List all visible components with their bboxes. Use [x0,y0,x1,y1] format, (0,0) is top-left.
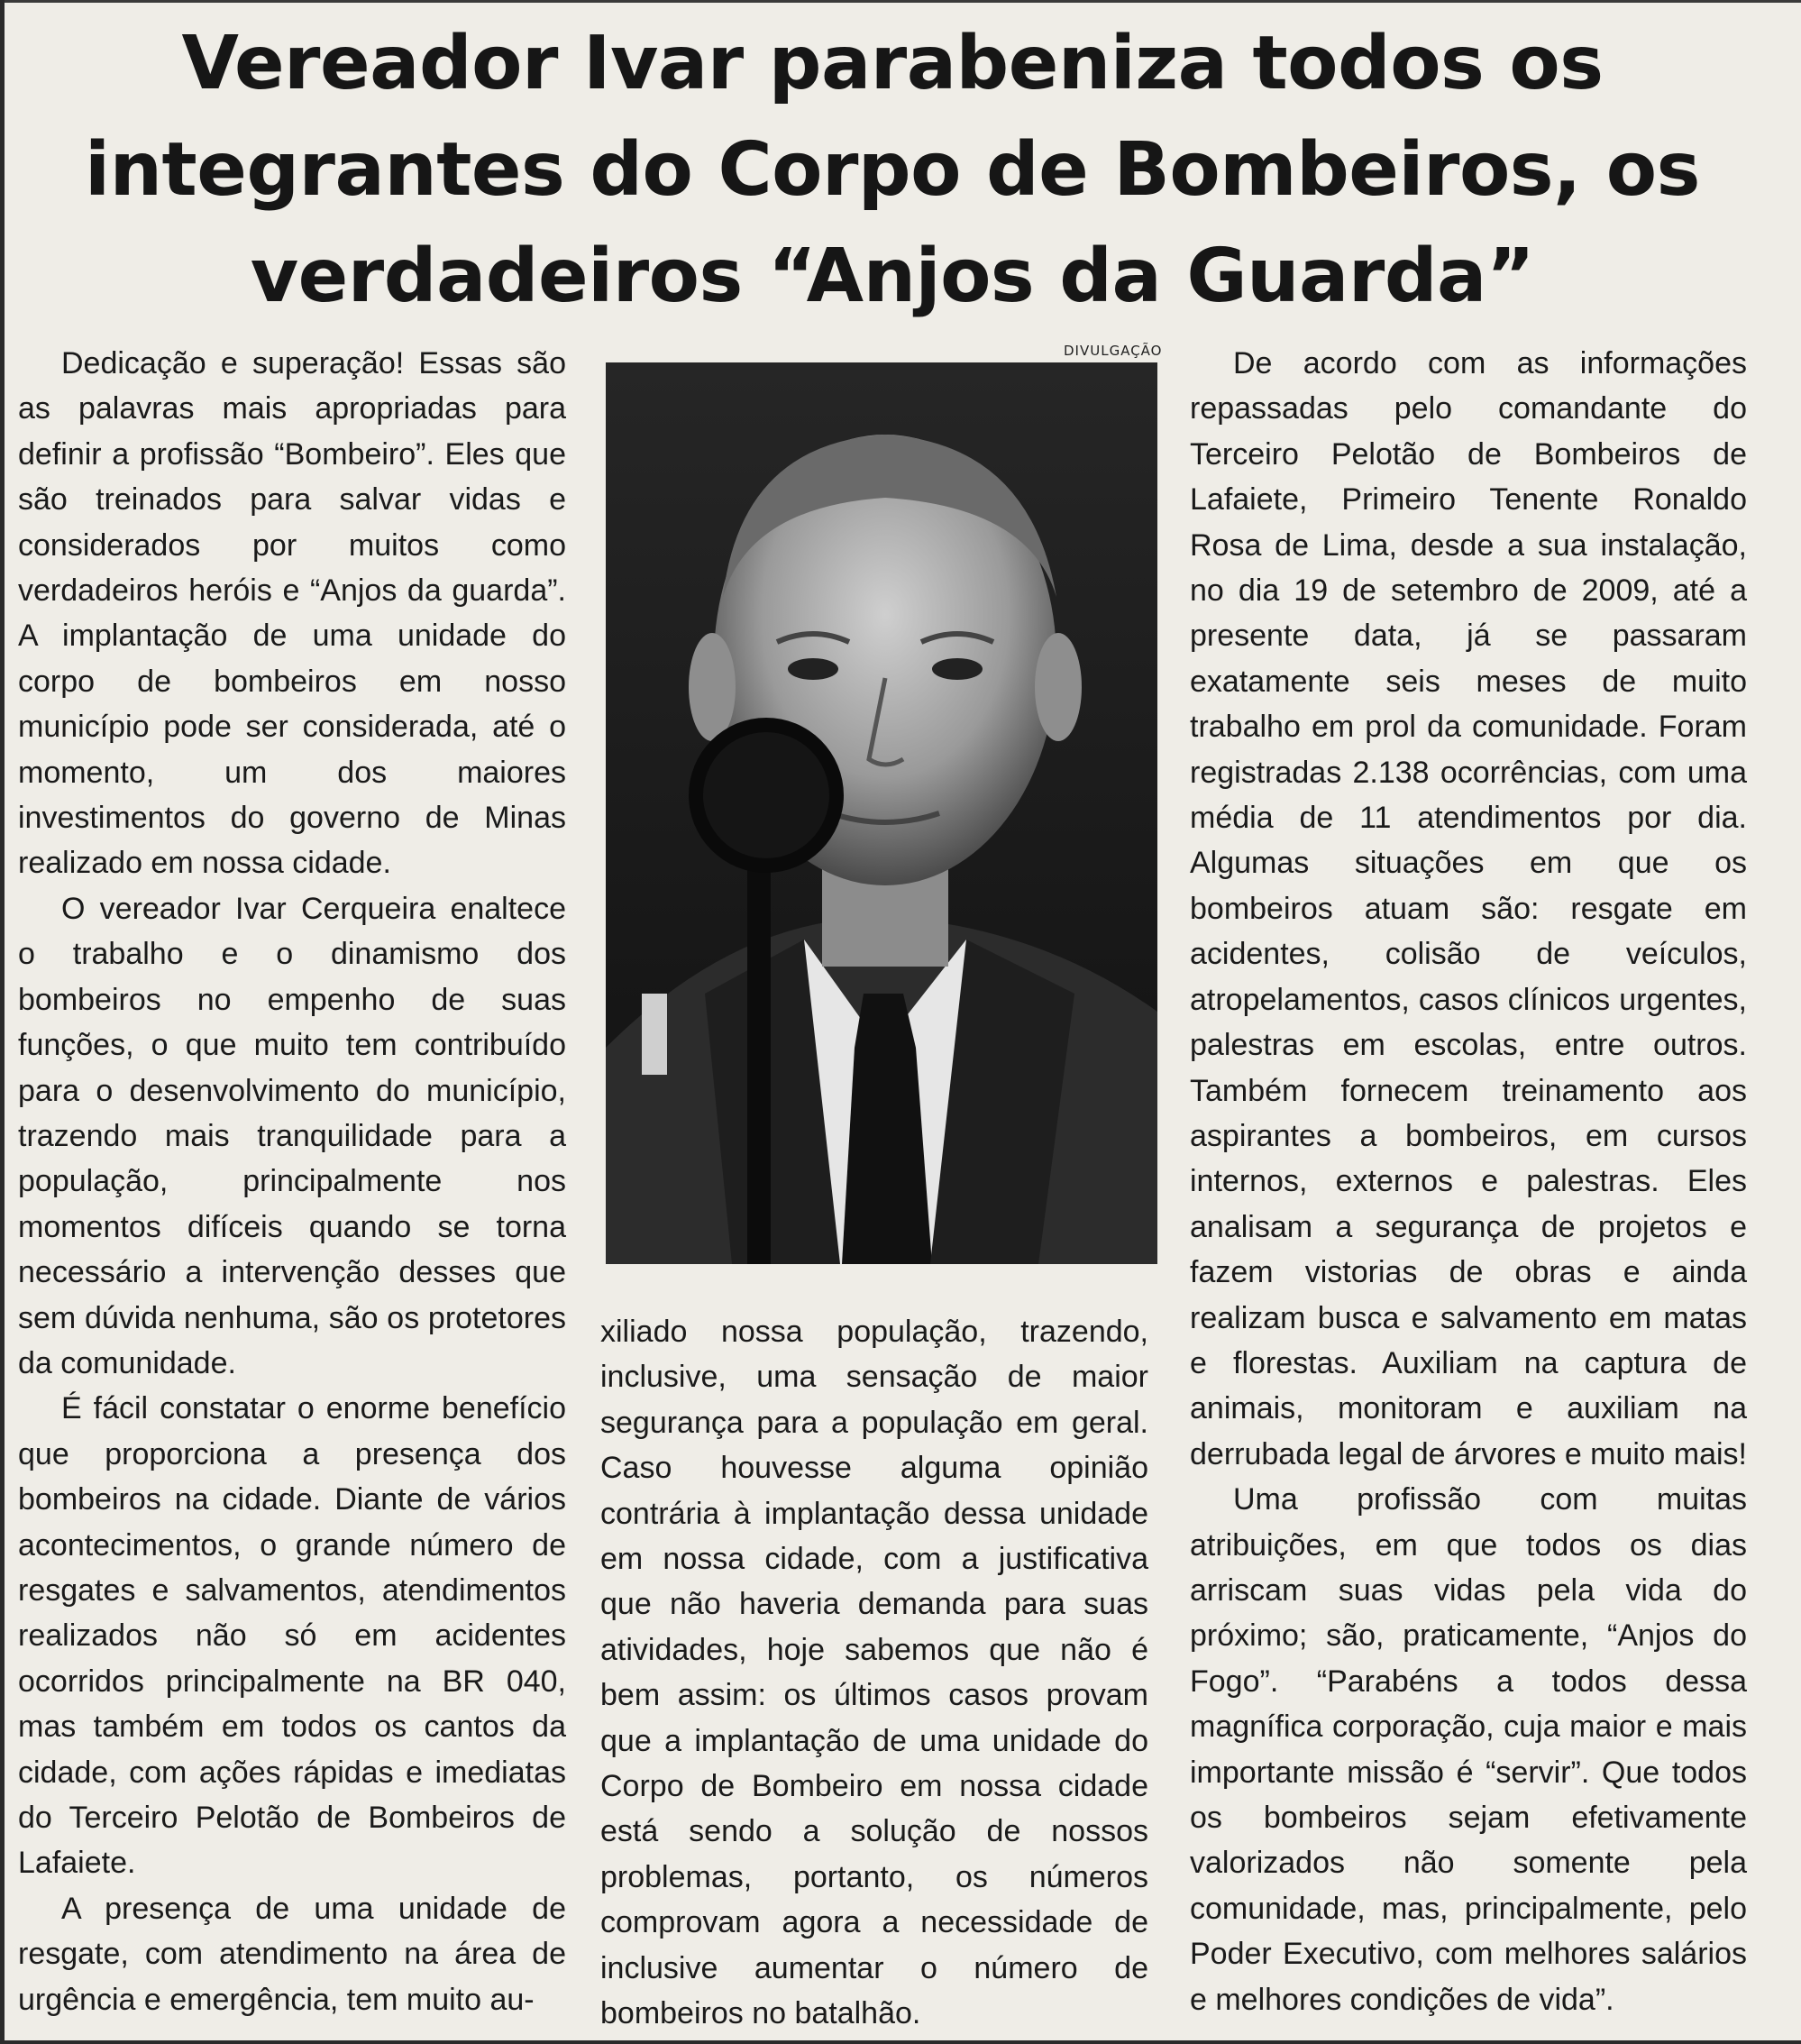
photo-credit: DIVULGAÇÃO [1064,343,1163,359]
paragraph: É fácil constatar o enorme benefício que proporciona a presença dos bombeiros na cidade. Diante de vários acontecimentos, o grande número de resgates e salvamentos, atendimentos realizados não só em acidentes ocorridos principalmente na BR 040, mas também em todos os cantos da cidade, com ações rápidas e imediatas do Terceiro Pelotão de Bombeiros de Lafaiete. [18,1391,566,1881]
portrait-photo-icon [606,362,1157,1264]
paragraph: A presença de uma unidade de resgate, com atendimento na área de urgência e emergência, tem muito au- [18,1891,566,2017]
paragraph: Uma profissão com muitas atribuições, em que todos os dias arriscam suas vidas pela vida do próximo; são, praticamente, “Anjos do Fogo”. “Parabéns a todos dessa magnífica corporação, cuja maior e mais importante missão é “servir”. Que todos os bombeiros sejam efetivamente valorizados não somente pela comunidade, mas, principalmente, pelo Poder Executivo, com melhores salários e melhores condições de vida”. [1190,1482,1747,2017]
top-border [0,0,1801,3]
column-3 [1190,341,1747,2022]
column-2 [600,1309,1148,2037]
column-1 [18,341,566,2022]
paragraph: xiliado nossa população, trazendo, inclusive, uma sensação de maior segurança para a população em geral. Caso houvesse alguma opinião contrária à implantação dessa unidade em nossa cidade, com a justificativa que não haveria demanda para suas atividades, hoje sabemos que não é bem assim: os últimos casos provam que a implantação de uma unidade do Corpo de Bombeiro em nossa cidade está sendo a solução de nossos problemas, portanto, os números comprovam agora a necessidade de inclusive aumentar o número de bombeiros no batalhão. [600,1315,1148,2031]
headline-line-1: Vereador Ivar parabeniza todos os [181,21,1604,106]
bottom-border [0,2040,1801,2044]
headline-line-2: integrantes do Corpo de Bombeiros, os [85,127,1700,213]
paragraph: De acordo com as informações repassadas pelo comandante do Terceiro Pelotão de Bombeiros de Lafaiete, Primeiro Tenente Ronaldo Rosa de Lima, desde a sua instalação, no dia 19 de setembro de 2009, até a presente data, já se passaram exatamente seis meses de muito trabalho em prol da comunidade. Foram registradas 2.138 ocorrências, com uma média de 11 atendimentos por dia. Algumas situações em que os bombeiros atuam são: resgate em acidentes, colisão de veículos, atropelamentos, casos clínicos urgentes, palestras em escolas, entre outros. Também fornecem treinamento aos aspirantes a bombeiros, em cursos internos, externos e palestras. Eles analisam a segurança de projetos e fazem vistorias de obras e ainda realizam busca e salvamento em matas e florestas. Auxiliam na captura de animais, monitoram e auxiliam na derrubada legal de árvores e muito mais! [1190,346,1747,1471]
paragraph: O vereador Ivar Cerqueira enaltece o trabalho e o dinamismo dos bombeiros no empenho de suas funções, o que muito tem contribuído para o desenvolvimento do município, trazendo mais tranquilidade para a população, principalmente nos momentos difíceis quando se torna necessário a intervenção desses que sem dúvida nenhuma, são os protetores da comunidade. [18,891,566,1380]
headline [36,11,1749,330]
headline-line-3: verdadeiros “Anjos da Guarda” [250,234,1535,319]
left-border [0,0,5,2044]
paragraph: Dedicação e superação! Essas são as palavras mais apropriadas para definir a profissão “Bombeiro”. Eles que são treinados para salvar vidas e considerados por muitos como verdadeiros heróis e “Anjos da guarda”. A implantação de uma unidade do corpo de bombeiros em nosso município pode ser considerada, até o momento, um dos maiores investimentos do governo de Minas realizado em nossa cidade. [18,346,566,881]
portrait-photo [606,362,1157,1264]
